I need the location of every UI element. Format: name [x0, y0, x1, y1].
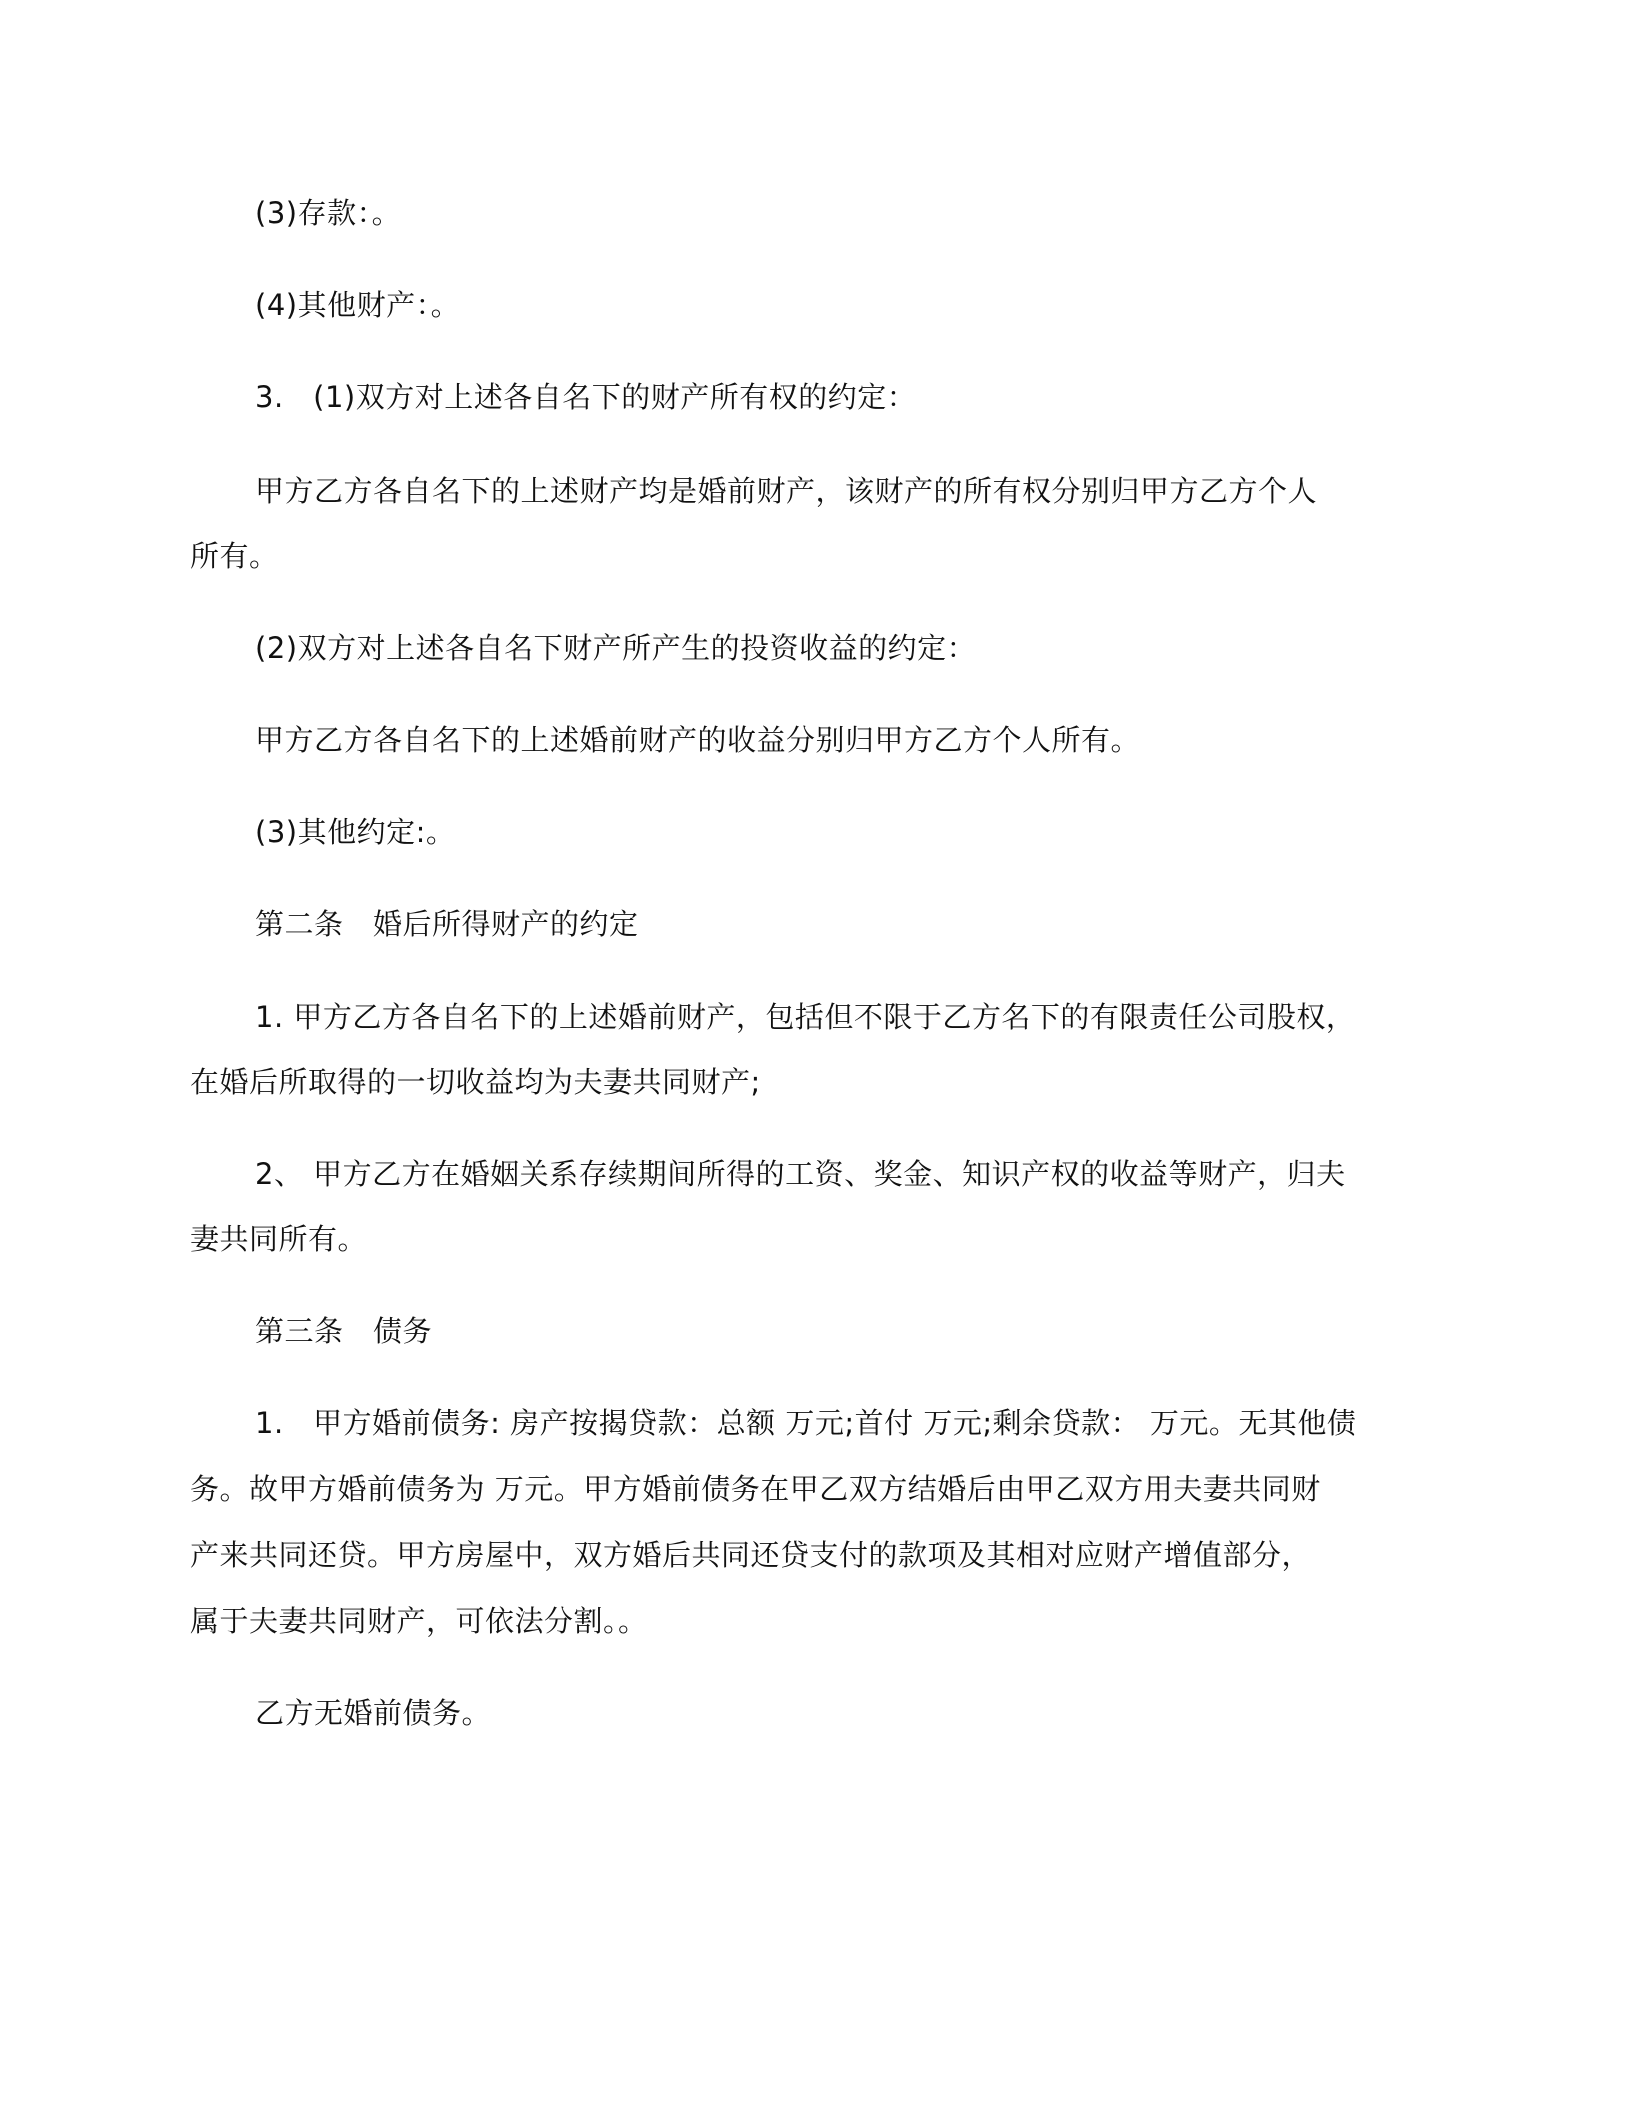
article-three-item-one-line-1: 1. 甲方婚前债务: 房产按揭贷款：总额 万元;首付 万元;剩余贷款： 万元。无其他债: [255, 1406, 1357, 1440]
paragraph-premarital-property-line-2: 所有。: [190, 539, 279, 573]
paragraph-investment-income-body: 甲方乙方各自名下的上述婚前财产的收益分别归甲方乙方个人所有。: [255, 723, 1141, 757]
article-two-item-one-line-1: 1. 甲方乙方各自名下的上述婚前财产，包括但不限于乙方名下的有限责任公司股权，: [255, 1000, 1356, 1034]
paragraph-other-agreement: (3)其他约定:。: [255, 815, 456, 849]
paragraph-premarital-property-line-1: 甲方乙方各自名下的上述财产均是婚前财产，该财产的所有权分别归甲方乙方个人: [255, 474, 1318, 508]
article-three-item-one-line-3: 产来共同还贷。甲方房屋中，双方婚后共同还贷支付的款项及其相对应财产增值部分，: [190, 1538, 1312, 1572]
paragraph-other-property: (4)其他财产：。: [255, 288, 461, 322]
article-two-item-two-line-1: 2、 甲方乙方在婚姻关系存续期间所得的工资、奖金、知识产权的收益等财产，归夫: [255, 1157, 1346, 1191]
paragraph-investment-income-heading: (2)双方对上述各自名下财产所产生的投资收益的约定：: [255, 631, 977, 665]
article-two-title: 第二条 婚后所得财产的约定: [255, 907, 639, 941]
paragraph-deposit: (3)存款：。: [255, 196, 402, 230]
article-three-title: 第三条 债务: [255, 1314, 433, 1348]
article-three-item-one-line-2: 务。故甲方婚前债务为 万元。甲方婚前债务在甲乙双方结婚后由甲乙双方用夫妻共同财: [190, 1472, 1321, 1506]
paragraph-ownership-heading: 3. (1)双方对上述各自名下的财产所有权的约定：: [255, 380, 917, 414]
article-three-item-one-line-4: 属于夫妻共同财产，可依法分割。。: [190, 1604, 648, 1638]
article-two-item-two-line-2: 妻共同所有。: [190, 1222, 368, 1256]
article-three-party-b-debt: 乙方无婚前债务。: [255, 1696, 492, 1730]
article-two-item-one-line-2: 在婚后所取得的一切收益均为夫妻共同财产;: [190, 1065, 761, 1099]
